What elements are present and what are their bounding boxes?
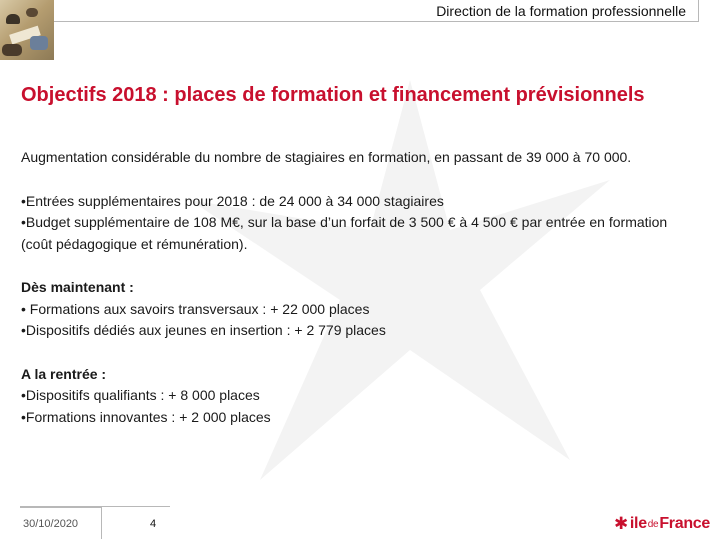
- bullet-item: •Formations innovantes : + 2 000 places: [21, 408, 271, 425]
- logo-text-france: France: [659, 515, 710, 532]
- logo-text-ile: ile: [629, 515, 647, 532]
- section-heading-now: Dès maintenant :: [21, 279, 134, 295]
- slide-title: Objectifs 2018 : places de formation et financement prévisionnels: [21, 84, 645, 106]
- bullet-item: •Dispositifs dédiés aux jeunes en insertion : + 2 779 places: [21, 322, 386, 338]
- footer-date: 30/10/2020: [20, 507, 102, 539]
- bullet-item: •Dispositifs qualifiants : + 8 000 places: [21, 387, 260, 403]
- header-bar: [0, 0, 720, 52]
- header-divider: [54, 21, 699, 22]
- bullet-item: • Formations aux savoirs transversaux : + 22 000 places: [21, 300, 370, 317]
- bullet-item: •Budget supplémentaire de 108 M€, sur la base d’un forfait de 3 500 € à 4 500 € par entrée en formation (coût pédagogique et rémunération).: [21, 214, 668, 252]
- page-number: 4: [150, 518, 157, 530]
- intro-text: Augmentation considérable du nombre de stagiaires en formation, en passant de 39 000 à 70 000.: [21, 149, 632, 165]
- logo-text-de: de: [647, 518, 659, 530]
- slide-content: [21, 147, 691, 428]
- logo-star-icon: ✱: [613, 514, 628, 533]
- department-label: Direction de la formation professionnelle: [436, 3, 686, 19]
- section-heading-rentree: A la rentrée :: [21, 365, 107, 382]
- bullet-item: •Entrées supplémentaires pour 2018 : de 24 000 à 34 000 stagiaires: [21, 192, 444, 209]
- ile-de-france-logo: [614, 512, 710, 536]
- header-vertical-divider: [698, 0, 699, 22]
- header-photo: [0, 0, 54, 60]
